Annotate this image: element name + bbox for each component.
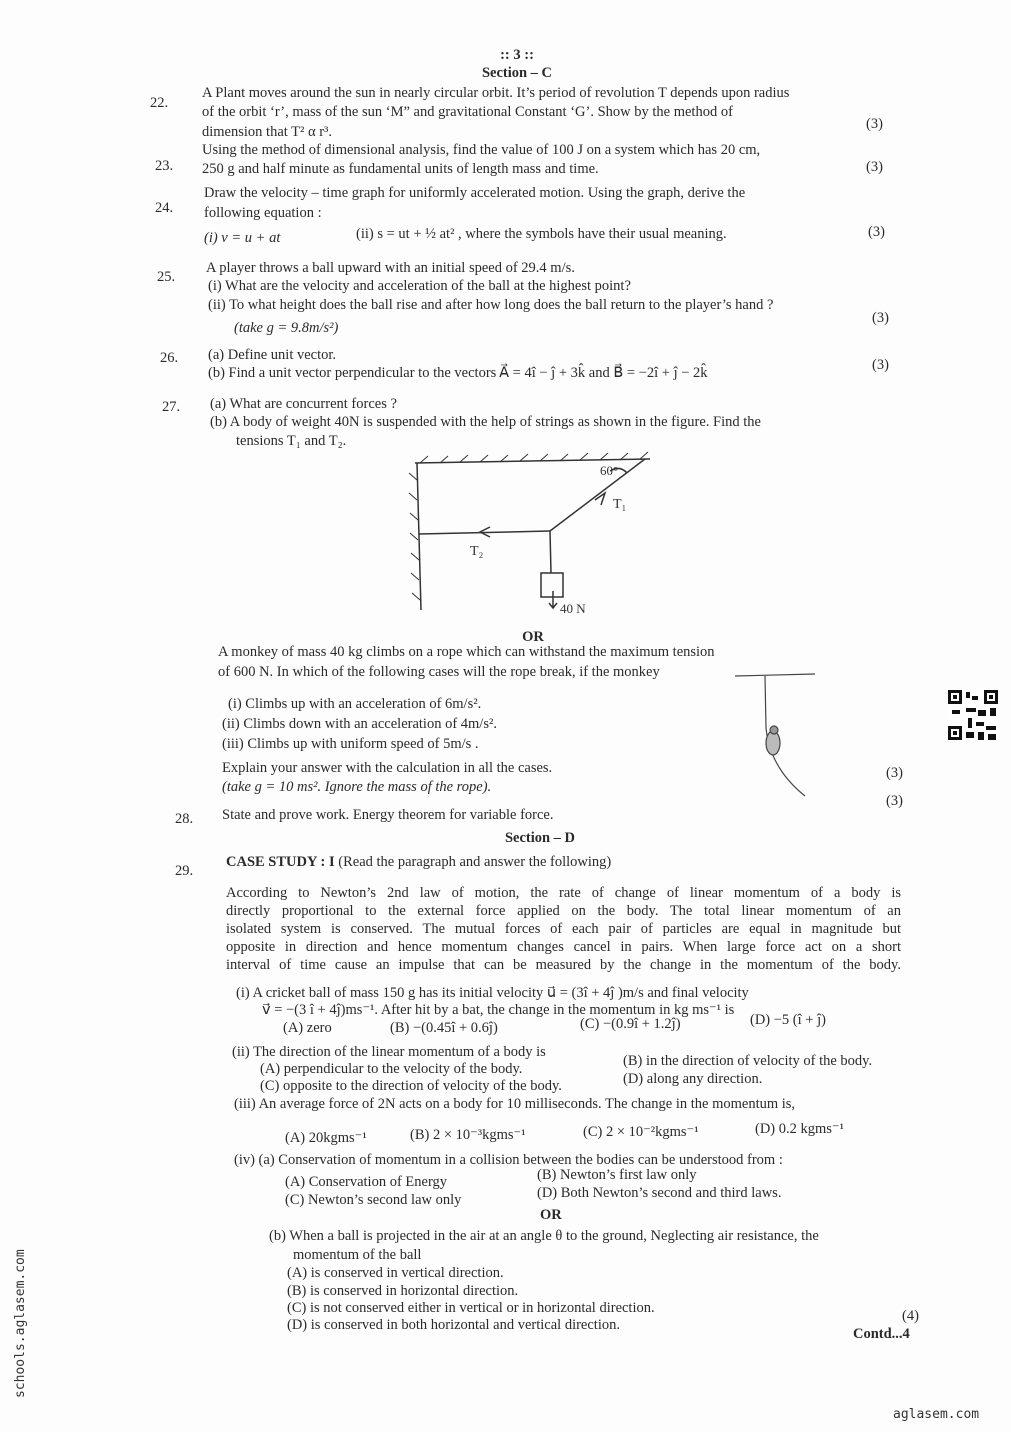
q27-alt-line: (ii) Climbs down with an acceleration of 4m/s². [222,716,497,732]
q29-iv-b-option: (C) is not conserved either in vertical or in horizontal direction. [287,1300,655,1316]
q27-line: (b) A body of weight 40N is suspended with the help of strings as shown in the figure. Find the [210,414,761,430]
wall-line [417,463,421,610]
q29-iii-option: (B) 2 × 10⁻³kgms⁻¹ [410,1127,526,1143]
monkey-rope-figure [730,668,820,798]
q23-number: 23. [155,158,174,174]
q24-part-ii: (ii) s = ut + ½ at² , where the symbols have their usual meaning. [356,226,727,242]
q25-marks: (3) [872,310,889,326]
arrow-weight [549,591,557,608]
case-para-line: interval of time cause an impulse that can be measured by the change in the momentum of the body. [226,957,901,973]
q29-iv-option: (A) Conservation of Energy [285,1174,448,1190]
q26-number: 26. [160,350,179,366]
q29-iv-option: (D) Both Newton’s second and third laws. [537,1185,782,1201]
q27-alt-line: (take g = 10 ms². Ignore the mass of the rope). [222,779,492,795]
case-study-title: CASE STUDY : I [226,854,335,870]
q29-ii-option: (B) in the direction of velocity of the body. [623,1053,873,1069]
q29-i-line: (i) A cricket ball of mass 150 g has its initial velocity u⃗ = (3î + 4ĵ )m/s and final velocity [236,985,749,1001]
q29-i-line: v⃗ = −(3 î + 4ĵ)ms⁻¹. After hit by a bat, the change in the momentum in kg ms⁻¹ is [262,1002,735,1018]
q26-line: (a) Define unit vector. [208,347,337,363]
qr-code-icon [948,690,998,740]
bottom-watermark: aglasem.com [893,1407,980,1422]
tension-figure [395,445,665,620]
section-c-heading: Section – C [481,65,553,81]
q29-iv-or: OR [540,1207,562,1223]
q24-number: 24. [155,200,174,216]
q22-line: of the orbit ‘r’, mass of the sun ‘M” and gravitational Constant ‘G’. Show by the method of [202,104,733,120]
q26-marks: (3) [872,357,889,373]
q24-line: following equation : [204,205,322,221]
case-para-line: According to Newton’s 2nd law of motion, the rate of change of linear momentum of a body is [226,885,901,901]
side-watermark: schools.aglasem.com [13,1249,28,1398]
q24-marks: (3) [868,224,885,240]
string-vertical [550,531,551,573]
case-para-line: opposite in direction and hence momentum changes cancel in pairs. When large force act on a short [226,939,901,955]
q29-i-option: (B) −(0.45î + 0.6ĵ) [390,1020,498,1036]
q29-i-option: (A) zero [283,1020,332,1036]
q29-iii-option: (D) 0.2 kgms⁻¹ [755,1121,844,1137]
q29-iii-option: (A) 20kgms⁻¹ [285,1130,367,1146]
q22-line: dimension that T² α r³. [202,124,332,140]
q27-or: OR [522,629,544,645]
q29-iv-b-line: (b) When a ball is projected in the air at an angle θ to the ground, Neglecting air resistance, the [269,1228,819,1244]
section-d-heading: Section – D [504,830,576,846]
q23-line: 250 g and half minute as fundamental units of length mass and time. [202,161,599,177]
q27-alt-line: of 600 N. In which of the following cases will the rope break, if the monkey [218,664,660,680]
arrow-t1 [595,493,605,505]
q29-number: 29. [175,863,194,879]
q24-part-i: (i) v = u + at [204,230,281,246]
angle-label: 60° [600,463,619,478]
q28-text: State and prove work. Energy theorem for variable force. [222,807,554,823]
continued-label: Contd...4 [853,1326,910,1342]
q22-number: 22. [150,95,169,111]
q25-line: (ii) To what height does the ball rise and after how long does the ball return to the player’s hand ? [208,297,774,313]
q29-ii-option: (A) perpendicular to the velocity of the body. [260,1061,523,1077]
weight-label: 40 N [560,601,586,616]
q22-line: A Plant moves around the sun in nearly circular orbit. It’s period of revolution T depends upon radius [202,85,790,101]
q23-line: Using the method of dimensional analysis, find the value of 100 J on a system which has 20 cm, [202,142,761,158]
q29-iv-b-option: (D) is conserved in both horizontal and vertical direction. [287,1317,620,1333]
q23-marks: (3) [866,159,883,175]
support-line [735,674,815,676]
monkey-shape [766,731,780,755]
q29-iii-question: (iii) An average force of 2N acts on a body for 10 milliseconds. The change in the momentum is, [234,1096,796,1112]
q27-alt-line: Explain your answer with the calculation in all the cases. [222,760,553,776]
case-study-note: (Read the paragraph and answer the following) [334,854,612,870]
q24-line: Draw the velocity – time graph for uniformly accelerated motion. Using the graph, derive the [204,185,746,201]
q29-ii-question: (ii) The direction of the linear momentum of a body is [232,1044,546,1060]
q27-alt-line: (i) Climbs up with an acceleration of 6m/s². [228,696,482,712]
string-t1 [550,459,645,531]
q29-i-option: (D) −5 (î + ĵ) [750,1012,826,1028]
q29-ii-option: (C) opposite to the direction of velocity of the body. [260,1078,562,1094]
weight-block [541,573,563,597]
q29-iv-option: (B) Newton’s first law only [537,1167,697,1183]
case-para-line: directly proportional to the external force applied on the body. The total linear momentum of an [226,903,901,919]
q29-iv-b-option: (A) is conserved in vertical direction. [287,1265,504,1281]
q25-line: A player throws a ball upward with an initial speed of 29.4 m/s. [206,260,575,276]
q28-marks: (3) [886,793,903,809]
q29-iv-option: (C) Newton’s second law only [285,1192,462,1208]
q29-iii-option: (C) 2 × 10⁻²kgms⁻¹ [583,1124,699,1140]
q27-line: (a) What are concurrent forces ? [210,396,397,412]
q27-alt-line: (iii) Climbs up with uniform speed of 5m/s . [222,736,479,752]
q28-number: 28. [175,811,194,827]
q29-iv-b-option: (B) is conserved in horizontal direction. [287,1283,519,1299]
page-number: :: 3 :: [500,47,534,63]
q26-line: (b) Find a unit vector perpendicular to the vectors A⃗ = 4î − ĵ + 3k̂ and B⃗ = −2î + ĵ − 2k̂ [208,365,708,381]
q27-line: tensions T₁ and T₂. [236,433,347,449]
t2-label: T₂ [470,544,484,559]
q25-line: (take g = 9.8m/s²) [234,320,339,336]
t1-label: T₁ [613,497,627,512]
q27-number: 27. [162,399,181,415]
case-para-line: isolated system is conserved. The mutual forces of each pair of particles are equal in magnitude but [226,921,901,937]
q29-title-line [226,854,611,871]
q27-alt-line: A monkey of mass 40 kg climbs on a rope which can withstand the maximum tension [218,644,715,660]
q22-marks: (3) [866,116,883,132]
q25-number: 25. [157,269,176,285]
q25-line: (i) What are the velocity and acceleration of the ball at the highest point? [208,278,631,294]
q29-i-option: (C) −(0.9î + 1.2ĵ) [580,1016,681,1032]
q29-marks: (4) [902,1308,919,1324]
q27-marks: (3) [886,765,903,781]
q29-iv-b-line: momentum of the ball [293,1247,422,1263]
q29-iv-question: (iv) (a) Conservation of momentum in a collision between the bodies can be understood from : [234,1152,783,1168]
q29-ii-option: (D) along any direction. [623,1071,763,1087]
